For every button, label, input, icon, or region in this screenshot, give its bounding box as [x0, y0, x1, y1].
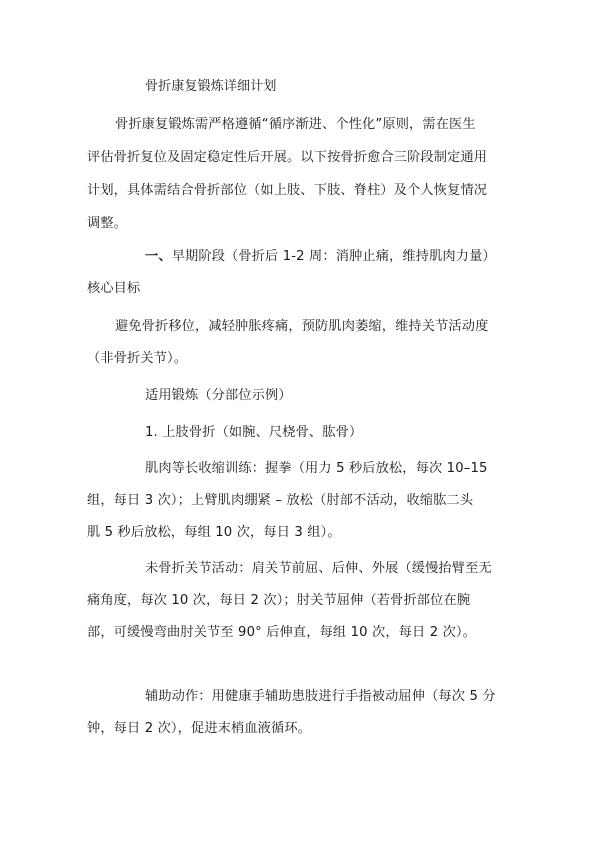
- isometric-line-1: 肌肉等长收缩训练：握拳（用力 5 秒后放松，每次 10–15: [145, 461, 488, 476]
- auxiliary-line-2: 钟，每日 2 次），促进末梢血液循环。: [87, 721, 312, 736]
- goal-line-1: 避免骨折移位，减轻肿胀疼痛，预防肌肉萎缩，维持关节活动度: [115, 319, 489, 334]
- joint-activity-line-3: 部，可缓慢弯曲肘关节至 90° 后伸直，每组 10 次，每日 2 次）。: [87, 625, 476, 640]
- upper-limb-heading: 1. 上肢骨折（如腕、尺桡骨、肱骨）: [145, 425, 363, 440]
- isometric-line-2: 组，每日 3 次）；上臂肌肉绷紧 – 放松（肘部不活动，收缩肱二头: [87, 493, 474, 508]
- goal-line-2: （非骨折关节）。: [87, 351, 188, 366]
- auxiliary-line-1: 辅助动作：用健康手辅助患肢进行手指被动屈伸（每次 5 分: [145, 689, 496, 704]
- exercise-label: 适用锻炼（分部位示例）: [145, 388, 292, 403]
- intro-line-1: 骨折康复锻炼需严格遵循“循序渐进、个性化”原则，需在医生: [115, 117, 476, 132]
- stage1-heading: [145, 248, 496, 266]
- intro-line-3: 计划，具体需结合骨折部位（如上肢、下肢、脊柱）及个人恢复情况: [87, 183, 488, 198]
- stage1-heading-text: 早期阶段（骨折后 1-2 周：消肿止痛，维持肌肉力量）: [171, 249, 496, 264]
- document-title: 骨折康复锻炼详细计划: [145, 79, 277, 94]
- stage1-subheading: 核心目标: [87, 281, 141, 296]
- isometric-line-3: 肌 5 秒后放松，每组 10 次，每日 3 组）。: [87, 525, 341, 540]
- intro-line-4: 调整。: [87, 216, 128, 231]
- joint-activity-line-1: 未骨折关节活动：肩关节前屈、后伸、外展（缓慢抬臂至无: [145, 561, 492, 576]
- intro-line-2: 评估骨折复位及固定稳定性后开展。以下按骨折愈合三阶段制定通用: [87, 150, 488, 165]
- stage1-heading-number: 一、: [145, 249, 172, 264]
- joint-activity-line-2: 痛角度，每次 10 次，每日 2 次）；肘关节屈伸（若骨折部位在腕: [87, 593, 471, 608]
